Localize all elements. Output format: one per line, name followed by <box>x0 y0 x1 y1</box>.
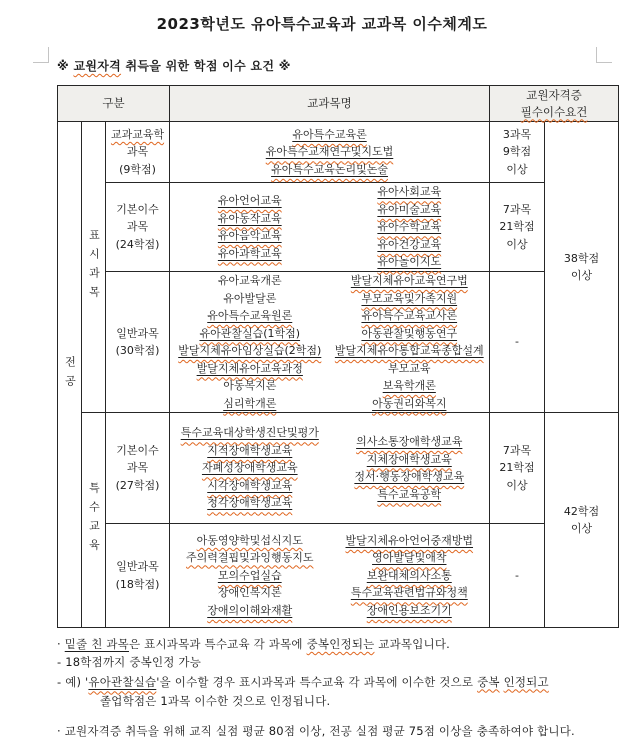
note-segment: - 18학점까지 중복인정 가능 <box>57 655 202 669</box>
category-line: 과목 <box>126 461 149 475</box>
note-segment: 졸업학점은 1과목 이수한 것으로 인정됩니다. <box>100 694 331 708</box>
req-cell-general30 <box>490 272 545 413</box>
course-item <box>330 395 490 413</box>
courses-cell-basic27 <box>170 413 490 524</box>
course-item <box>170 143 489 161</box>
course-item: 부모교육 <box>388 361 431 375</box>
note-segment: '을 이수할 경우 표시과목과 특수교육 각 과목에 이수한 것으로 <box>156 674 478 689</box>
course-item-text: 보완대체의사소통 <box>366 568 452 582</box>
course-item <box>330 532 490 550</box>
course-item-text: 지체장애학생교육 <box>366 452 452 466</box>
course-item <box>170 459 330 477</box>
col-header-requirement-line1: 교원자격증 <box>526 87 582 102</box>
req-cell-general18 <box>490 524 545 628</box>
category-cell-general18 <box>106 524 170 628</box>
course-item-text: 유아놀이지도 <box>377 255 442 269</box>
course-item <box>330 451 490 469</box>
course-item-text: 아동관찰및행동연구 <box>361 326 458 340</box>
category-line: (30학점) <box>115 344 160 357</box>
note-segment: 인정되고 <box>503 674 549 689</box>
course-item-text: 유아과학교육 <box>217 246 282 260</box>
category-line: (24학점) <box>115 237 160 251</box>
course-item: 유아교육개론 <box>217 274 282 287</box>
course-item <box>170 192 330 210</box>
course-item <box>170 360 330 378</box>
category-cell-general30 <box>106 272 170 413</box>
course-item <box>330 290 490 308</box>
note-segment: · 교원자격증 취득을 위해 교직 실점 평균 80점 이상, 전공 실점 평균 75점 이상을 충족하여야 합니다. <box>57 724 575 738</box>
course-item-text: 유아특수교육론 <box>292 127 367 141</box>
category-line: 기본이수 <box>116 202 159 216</box>
col-header-gubun: 구분 <box>58 86 170 122</box>
special-education-group-label: 특수교육 <box>87 482 101 558</box>
category-line: 과목 <box>126 145 149 159</box>
course-item-text: 유아수학교육 <box>377 220 442 234</box>
course-item <box>330 325 490 343</box>
course-item <box>330 183 490 201</box>
category-cell-basic27 <box>106 413 170 524</box>
course-item <box>330 468 490 486</box>
course-item <box>170 342 330 360</box>
note-example-line2 <box>57 694 644 709</box>
note-segment: 중복 <box>477 674 500 689</box>
category-line: 일반과목 <box>116 560 159 573</box>
req-line: 7과목 <box>502 443 532 457</box>
req-line: 21학점 <box>499 220 535 234</box>
req-line: 이상 <box>506 478 528 492</box>
courses-cell-general18 <box>170 524 490 628</box>
col-header-requirement <box>490 86 619 122</box>
course-item <box>170 245 330 263</box>
subtitle-segment: 취득을 위한 학점 이수 요건 ※ <box>121 59 291 73</box>
course-item <box>170 442 330 460</box>
course-item <box>170 210 330 228</box>
note-segment <box>88 675 156 689</box>
note-segment: 밑줄 친 과목 <box>64 637 129 651</box>
course-item <box>170 325 330 343</box>
page-title: 2023학년도 유아특수교육과 교과목 이수체계도 <box>156 15 488 33</box>
course-item <box>170 395 330 413</box>
display-subject-group-label: 표시과목 <box>87 229 101 305</box>
col-header-course-name: 교과목명 <box>170 86 490 122</box>
course-item-text: 부모교육및가족지원 <box>361 291 458 305</box>
category-line: 과목 <box>126 220 149 234</box>
course-item <box>330 549 490 567</box>
req-line: 3과목 <box>502 127 532 141</box>
course-item: 장애인복지론 <box>217 586 282 600</box>
req-cell-basic24 <box>490 183 545 272</box>
course-item <box>330 342 490 360</box>
category-line: (18학점) <box>115 577 160 591</box>
category-line: (27학점) <box>115 478 160 492</box>
course-item <box>170 307 330 325</box>
page-margin-mark-left <box>33 47 49 63</box>
category-line: (9학점) <box>119 162 156 176</box>
category-cell-pedagogy <box>106 122 170 183</box>
courses-cell-basic24 <box>170 183 490 272</box>
major-group-cell <box>58 122 82 628</box>
course-item-text: 장애인용보조기기 <box>366 603 452 617</box>
note-segment: · <box>57 637 65 651</box>
course-item-text: 특수교육대상학생진단및평가 <box>180 426 319 440</box>
course-item-text: 발달지체유아통합교육종합설계 <box>334 344 484 357</box>
course-item-text: 발달지체유아교육연구법 <box>350 274 468 287</box>
course-item-text: 지적장애학생교육 <box>207 443 293 457</box>
course-item-text: 유아동작교육 <box>217 211 282 225</box>
course-item <box>170 227 330 245</box>
course-item: 유아발달론 <box>223 291 277 305</box>
req-line: 21학점 <box>499 461 535 475</box>
course-item <box>330 307 490 325</box>
course-item <box>170 424 330 442</box>
total-req-cell-special-education <box>545 413 619 628</box>
category-line: 일반과목 <box>116 326 159 340</box>
course-item-text: 유아미술교육 <box>377 202 442 216</box>
course-item <box>170 494 330 512</box>
course-item-text: 모의수업실습 <box>217 568 282 582</box>
req-line: 7과목 <box>502 202 532 216</box>
category-line: 교과교육학 <box>110 127 165 141</box>
credit-requirement-subtitle <box>57 57 644 74</box>
note-segment: - 예) ' <box>57 674 89 689</box>
special-education-group-cell <box>82 413 106 628</box>
note-segment: 교과목입니다. <box>374 637 451 651</box>
req-line: 이상 <box>506 237 528 251</box>
display-subject-group-cell <box>82 122 106 413</box>
course-item <box>170 602 330 620</box>
course-item-text: 시각장애학생교육 <box>207 478 293 492</box>
course-item-text: 의사소통장애학생교육 <box>356 435 463 448</box>
course-item: 주의력결핍및과잉행동지도 <box>186 551 314 565</box>
req-line: - <box>515 568 519 582</box>
course-item-text: 심리학개론 <box>223 396 277 410</box>
course-item-text: 발달지체유아언어중재방법 <box>345 533 474 547</box>
course-item-text: 유아특수교육교사론 <box>361 309 458 322</box>
total-req-line: 42학점 <box>563 504 600 518</box>
note-example-line1 <box>57 675 644 690</box>
course-item: 아동복지론 <box>223 379 277 392</box>
major-group-label: 전공 <box>63 355 77 394</box>
category-cell-basic24 <box>106 183 170 272</box>
course-item-text: 유아특수교육논리및논술 <box>271 162 388 176</box>
subtitle-segment: ※ <box>57 59 74 73</box>
course-item-text: 유아관찰실습(1학점) <box>199 326 301 340</box>
course-item <box>330 433 490 451</box>
course-item: 아동영양학및섭식지도 <box>196 533 303 547</box>
course-item <box>330 486 490 504</box>
course-completion-table <box>57 85 619 628</box>
course-item-text: 유아건강교육 <box>377 237 442 251</box>
req-line: 이상 <box>506 162 528 176</box>
req-line: 9학점 <box>502 145 532 159</box>
course-item-text: 유아특수교육원론 <box>207 309 293 322</box>
course-item <box>330 377 490 395</box>
col-header-requirement-line2: 필수이수요건 <box>520 104 588 119</box>
course-item-text: 아동권리와복지 <box>372 396 447 410</box>
course-item <box>330 236 490 254</box>
page-margin-mark-right <box>596 47 612 63</box>
course-item <box>330 272 490 290</box>
course-item-text: 특수교육관련법규와정책 <box>350 586 468 600</box>
total-req-cell-display-subject <box>545 122 619 413</box>
course-item <box>330 253 490 271</box>
courses-cell-pedagogy <box>170 122 490 183</box>
course-item <box>330 584 490 602</box>
course-item-text: 청각장애학생교육 <box>207 496 293 510</box>
course-item-text: 발달지체유아교육과정 <box>196 361 303 375</box>
course-item <box>330 218 490 236</box>
course-item <box>330 201 490 219</box>
course-item-text: 보육학개론 <box>382 379 436 392</box>
total-req-line: 이상 <box>570 522 593 535</box>
note-18-credit-limit <box>57 655 644 670</box>
course-item-text: 영아발달및애착 <box>372 551 447 565</box>
course-item-text: 유아사회교육 <box>377 185 442 199</box>
subtitle-segment: 교원자격 <box>73 59 122 73</box>
course-item <box>170 161 489 179</box>
note-segment: 중복인정되는 <box>306 637 375 651</box>
course-item-text: 특수교육공학 <box>377 487 442 501</box>
req-cell-pedagogy <box>490 122 545 183</box>
note-segment-text: 유아관찰실습 <box>88 674 157 689</box>
total-req-line: 38학점 <box>563 251 600 265</box>
course-item-text: 장애의이해와재활 <box>207 603 293 617</box>
course-item <box>170 477 330 495</box>
course-item-text: 유아언어교육 <box>217 194 282 207</box>
footer-notes <box>57 637 644 739</box>
note-underlined-courses <box>57 637 644 652</box>
course-item-text: 자폐성장애학생교육 <box>201 461 298 475</box>
note-grade-requirement <box>57 724 644 739</box>
course-item <box>330 602 490 620</box>
courses-cell-general30 <box>170 272 490 413</box>
note-segment: 은 표시과목과 특수교육 각 과목에 <box>128 637 307 651</box>
course-item <box>170 126 489 144</box>
total-req-line: 이상 <box>570 269 593 282</box>
req-cell-basic27 <box>490 413 545 524</box>
req-line: - <box>515 335 519 349</box>
course-item-text: 발달지체유아임상실습(2학점) <box>178 344 322 357</box>
course-item <box>170 567 330 585</box>
course-item-text: 정서·행동장애학생교육 <box>354 470 465 483</box>
category-line: 기본이수 <box>116 443 159 457</box>
course-item-text: 유아특수교재연구및지도법 <box>265 145 394 159</box>
course-item <box>330 567 490 585</box>
course-item-text: 유아음악교육 <box>217 229 282 242</box>
